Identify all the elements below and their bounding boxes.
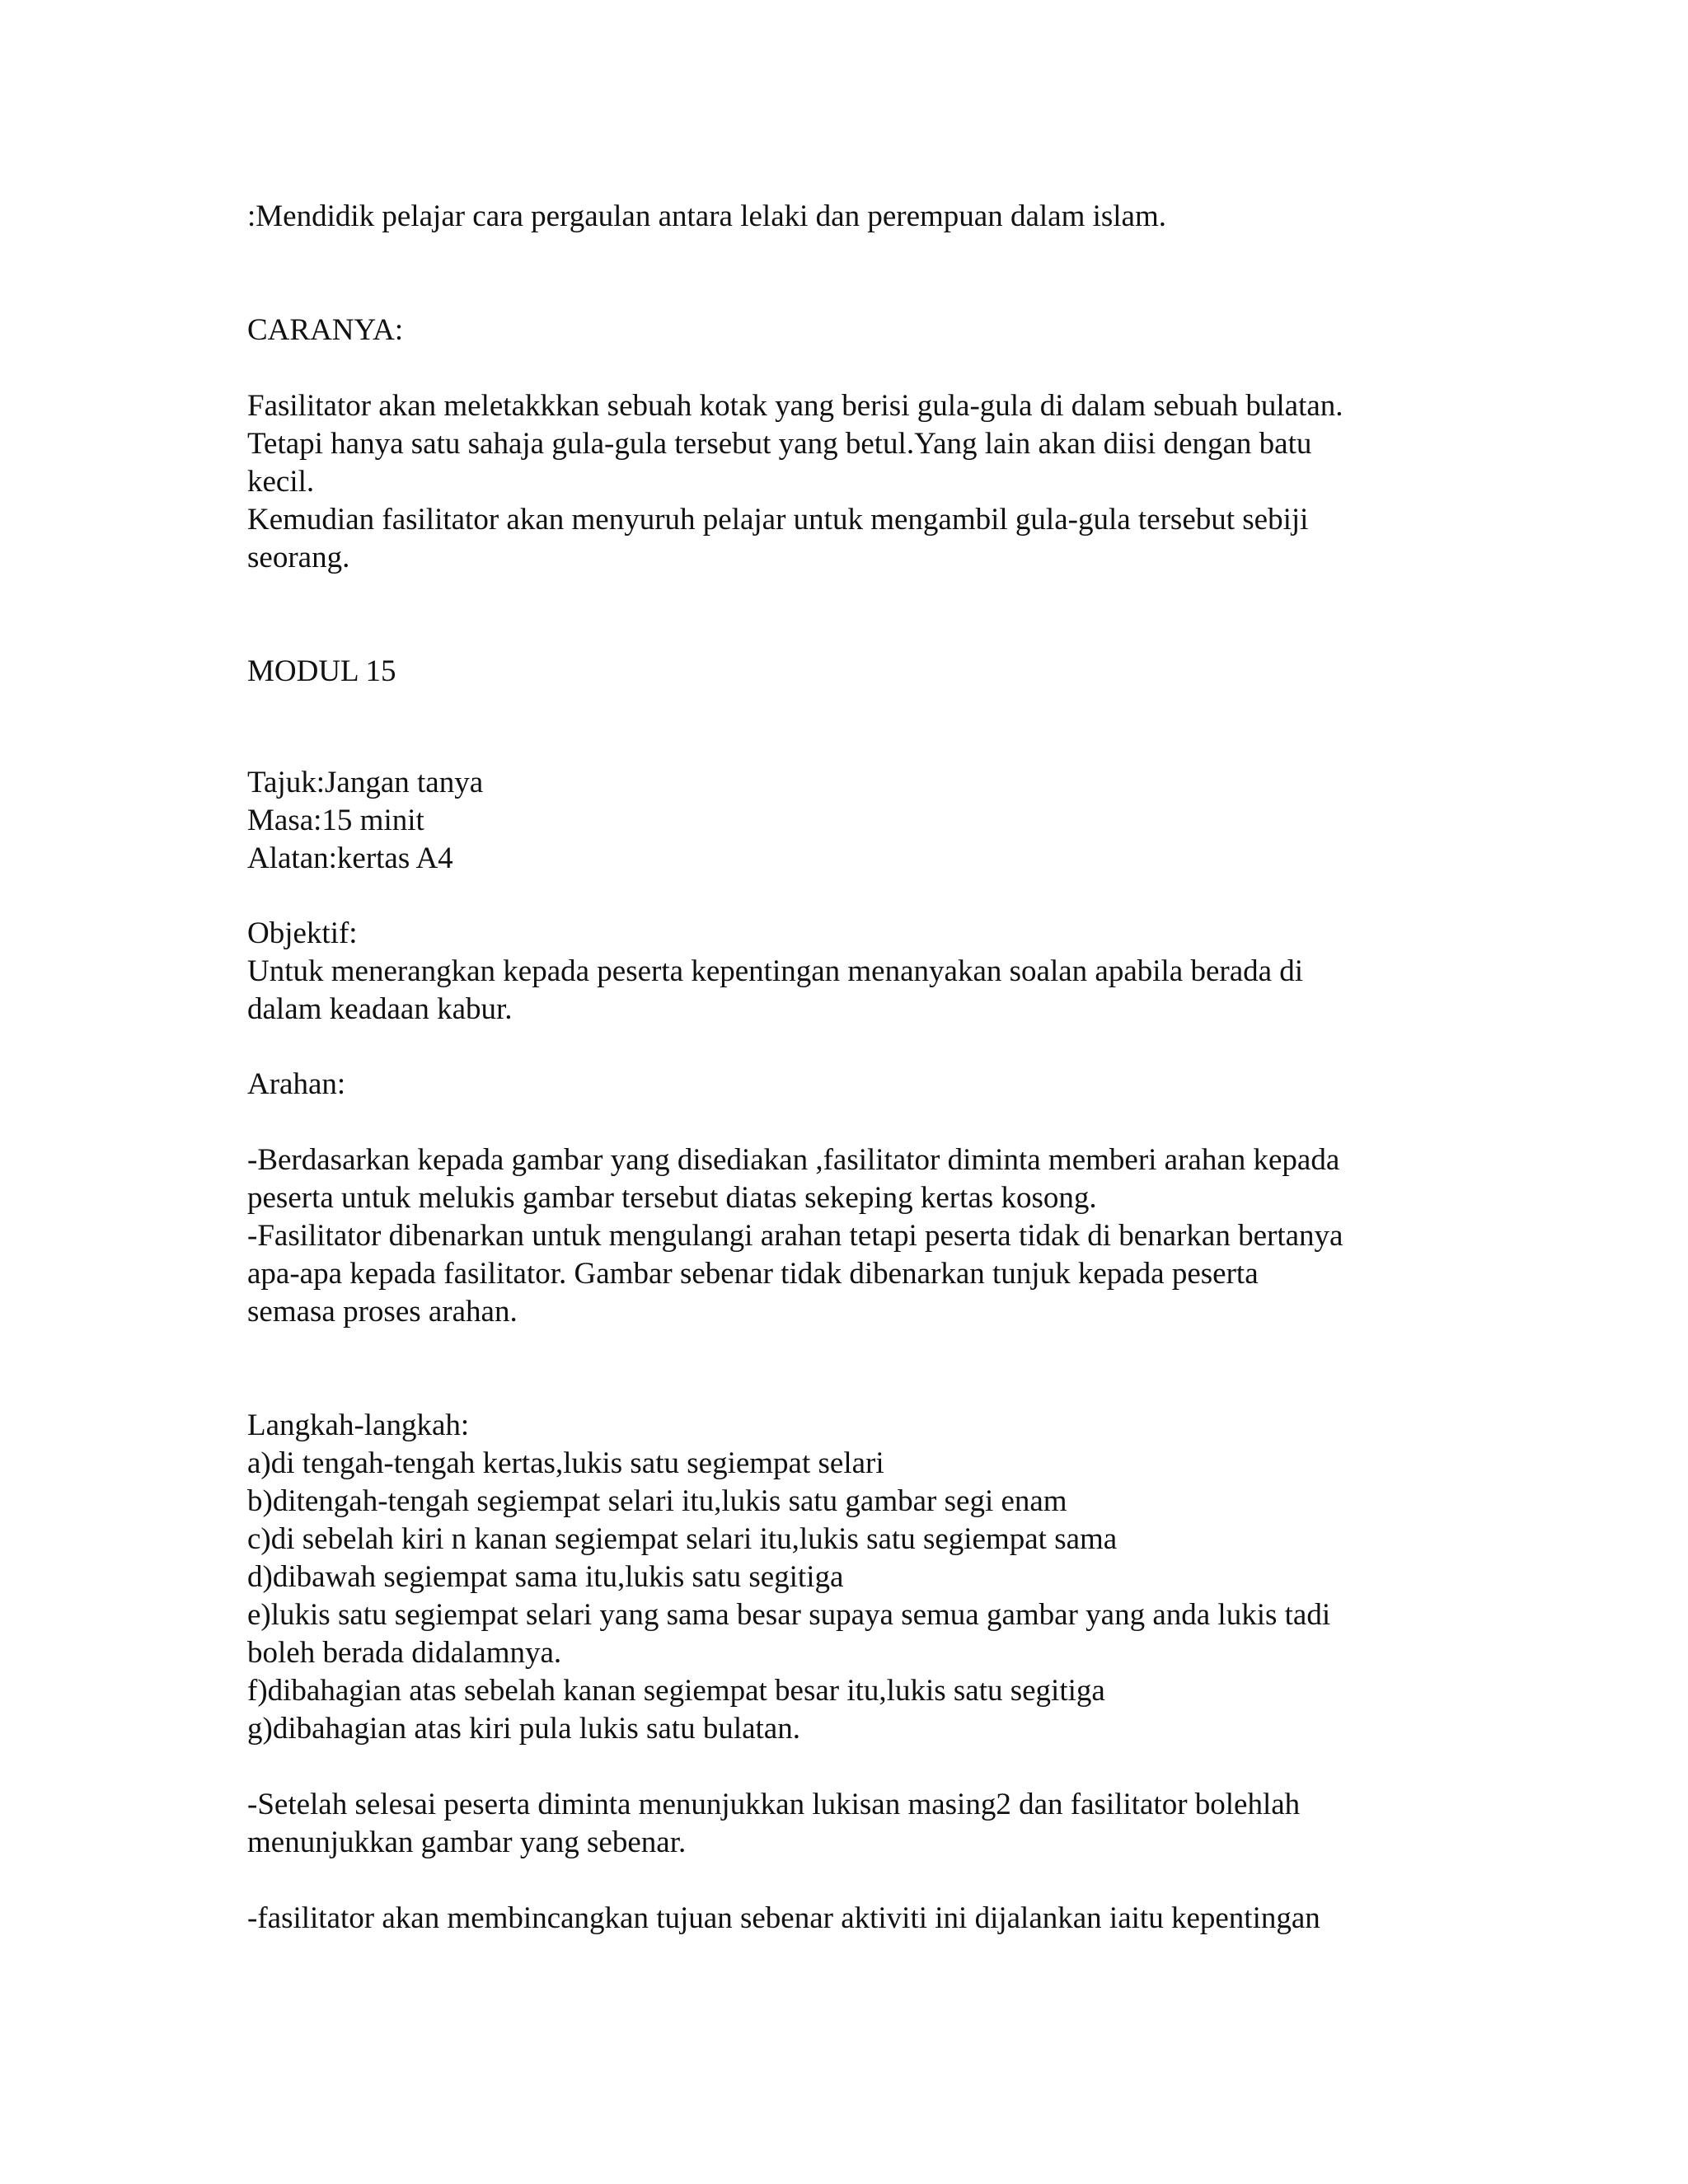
module-info	[247, 764, 1451, 878]
caranya-line: Kemudian fasilitator akan menyuruh pelajar untuk mengambil gula-gula tersebut sebiji	[247, 503, 1309, 537]
caranya-line: kecil.	[247, 465, 315, 499]
langkah-step: g)dibahagian atas kiri pula lukis satu bulatan.	[247, 1712, 800, 1746]
langkah-step: boleh berada didalamnya.	[247, 1636, 562, 1670]
caranya-line: Tetapi hanya satu sahaja gula-gula tersebut yang betul.Yang lain akan diisi dengan batu	[247, 427, 1312, 461]
arahan-line: apa-apa kepada fasilitator. Gambar sebenar tidak dibenarkan tunjuk kepada peserta	[247, 1257, 1259, 1291]
arahan-line: peserta untuk melukis gambar tersebut diatas sekeping kertas kosong.	[247, 1181, 1097, 1215]
closing-text: -fasilitator akan membincangkan tujuan sebenar aktiviti ini dijalankan iaitu kepentingan	[247, 1901, 1320, 1935]
setelah-paragraph	[247, 1786, 1451, 1862]
objektif-line: Untuk menerangkan kepada peserta kepentingan menanyakan soalan apabila berada di	[247, 954, 1304, 988]
objektif-line: dalam keadaan kabur.	[247, 992, 513, 1026]
langkah-step: b)ditengah-tengah segiempat selari itu,lukis satu gambar segi enam	[247, 1484, 1067, 1518]
langkah-step: e)lukis satu segiempat selari yang sama besar supaya semua gambar yang anda lukis tadi	[247, 1598, 1331, 1632]
objektif-section	[247, 915, 1451, 1029]
objektif-heading: Objektif:	[247, 916, 358, 950]
info-masa: Masa:15 minit	[247, 804, 424, 837]
setelah-line: menunjukkan gambar yang sebenar.	[247, 1825, 687, 1859]
arahan-paragraph	[247, 1141, 1451, 1331]
langkah-heading: Langkah-langkah:	[247, 1408, 470, 1442]
arahan-line: semasa proses arahan.	[247, 1295, 518, 1329]
intro-objective-text: :Mendidik pelajar cara pergaulan antara lelaki dan perempuan dalam islam.	[247, 199, 1167, 233]
caranya-paragraph	[247, 387, 1451, 577]
info-alatan: Alatan:kertas A4	[247, 841, 453, 875]
langkah-step: d)dibawah segiempat sama itu,lukis satu segitiga	[247, 1560, 844, 1594]
langkah-section	[247, 1407, 1451, 1748]
caranya-line: Fasilitator akan meletakkkan sebuah kotak yang berisi gula-gula di dalam sebuah bulatan.	[247, 389, 1343, 423]
langkah-step: c)di sebelah kiri n kanan segiempat selari itu,lukis satu segiempat sama	[247, 1522, 1118, 1556]
arahan-line: -Berdasarkan kepada gambar yang disediakan ,fasilitator diminta memberi arahan kepada	[247, 1143, 1340, 1177]
setelah-line: -Setelah selesai peserta diminta menunjukkan lukisan masing2 dan fasilitator bolehlah	[247, 1788, 1301, 1821]
arahan-line: -Fasilitator dibenarkan untuk mengulangi arahan tetapi peserta tidak di benarkan bertanya	[247, 1219, 1343, 1253]
caranya-heading: CARANYA:	[247, 313, 404, 347]
module-title: MODUL 15	[247, 654, 396, 688]
info-tajuk: Tajuk:Jangan tanya	[247, 766, 484, 799]
langkah-step: f)dibahagian atas sebelah kanan segiempat besar itu,lukis satu segitiga	[247, 1674, 1105, 1708]
caranya-line: seorang.	[247, 541, 350, 574]
langkah-step: a)di tengah-tengah kertas,lukis satu segiempat selari	[247, 1446, 884, 1480]
arahan-heading: Arahan:	[247, 1067, 346, 1101]
